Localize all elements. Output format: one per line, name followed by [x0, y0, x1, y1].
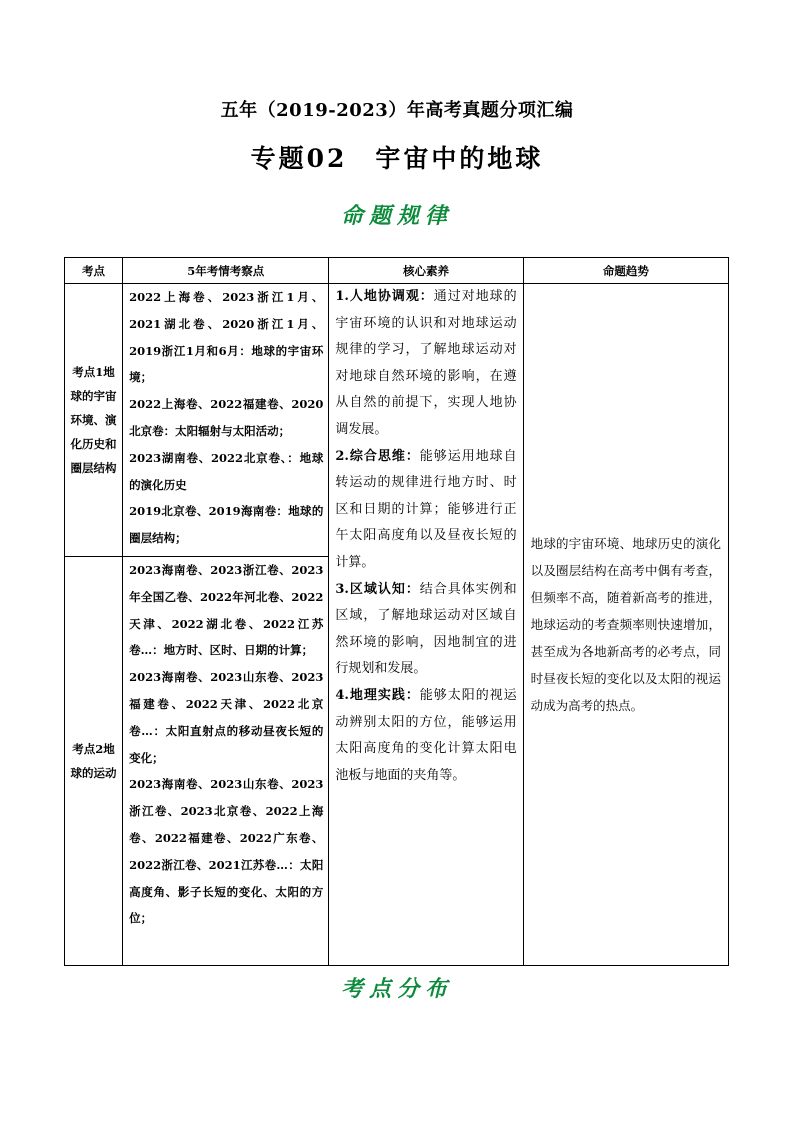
rules-heading: 命题规律 [340, 203, 453, 229]
kaoqing-cell [123, 284, 329, 557]
kaodian-cell: 考点1地球的宇宙环境、演化历史和圈层结构 [65, 284, 123, 557]
kaoqing-item: 2023海南卷、2023浙江卷、2023年全国乙卷、2022年河北卷、2022天津、2022湖北卷、2022江苏卷…：地方时、区时、日期的计算； [129, 563, 324, 658]
exam-rules-table [64, 257, 729, 966]
header-trend: 命题趋势 [523, 258, 728, 284]
kaoqing-item: 2022上海卷、2023浙江1月、2021湖北卷、2020浙江1月、2019浙江1月和6月：地球的宇宙环境； [129, 290, 324, 385]
suyang-item: 1.人地协调观：通过对地球的宇宙环境的认识和对地球运动规律的学习，了解地球运动对对地球自然环境的影响，在遵从自然的前提下，实现人地协调发展。 [335, 289, 517, 437]
kaoqing-item: 2022上海卷、2022福建卷、2020北京卷：太阳辐射与太阳活动； [129, 397, 324, 438]
kaodian-cell: 考点2地球的运动 [65, 557, 123, 966]
kaoqing-cell [123, 557, 329, 966]
suyang-item: 4.地理实践：能够太阳的视运动辨别太阳的方位，能够运用太阳高度角的变化计算太阳电池板与地面的夹角等。 [335, 687, 517, 783]
distribution-heading: 考点分布 [340, 976, 453, 1002]
kaoqing-item: 2023海南卷、2023山东卷、2023福建卷、2022天津、2022北京卷…：太阳直射点的移动昼夜长短的变化； [129, 670, 324, 765]
suyang-item: 2.综合思维：能够运用地球自转运动的规律进行地方时、时区和日期的计算；能够进行正午太阳高度角以及昼夜长短的计算。 [335, 448, 517, 570]
suyang-item: 3.区域认知：结合具体实例和区域，了解地球运动对区域自然环境的影响，因地制宜的进行规划和发展。 [335, 581, 517, 677]
header-kaodian: 考点 [65, 258, 123, 284]
kaoqing-item: 2023海南卷、2023山东卷、2023浙江卷、2023北京卷、2022上海卷、2022福建卷、2022广东卷、2022浙江卷、2021江苏卷…：太阳高度角、影子长短的变化、太阳的方位； [129, 777, 324, 926]
document-subtitle: 专题02 宇宙中的地球 [250, 144, 544, 173]
kaoqing-item: 2023湖南卷、2022北京卷、：地球的演化历史 [129, 450, 324, 492]
table-row [65, 284, 729, 557]
trend-text: 地球的宇宙环境、地球历史的演化以及圈层结构在高考中偶有考查，但频率不高，随着新高考的推进，地球运动的考查频率则快速增加，甚至成为各地新高考的必考点，同时昼夜长短的变化以及太阳的视运动成为高考的热点。 [530, 536, 721, 713]
trend-cell [523, 284, 728, 966]
header-kaoqing: 5年考情考察点 [123, 258, 329, 284]
table-header-row [65, 258, 729, 284]
document-title: 五年（2019-2023）年高考真题分项汇编 [220, 100, 574, 121]
kaoqing-item: 2019北京卷、2019海南卷：地球的圈层结构； [129, 504, 324, 546]
suyang-cell [329, 284, 523, 966]
header-suyang: 核心素养 [329, 258, 523, 284]
